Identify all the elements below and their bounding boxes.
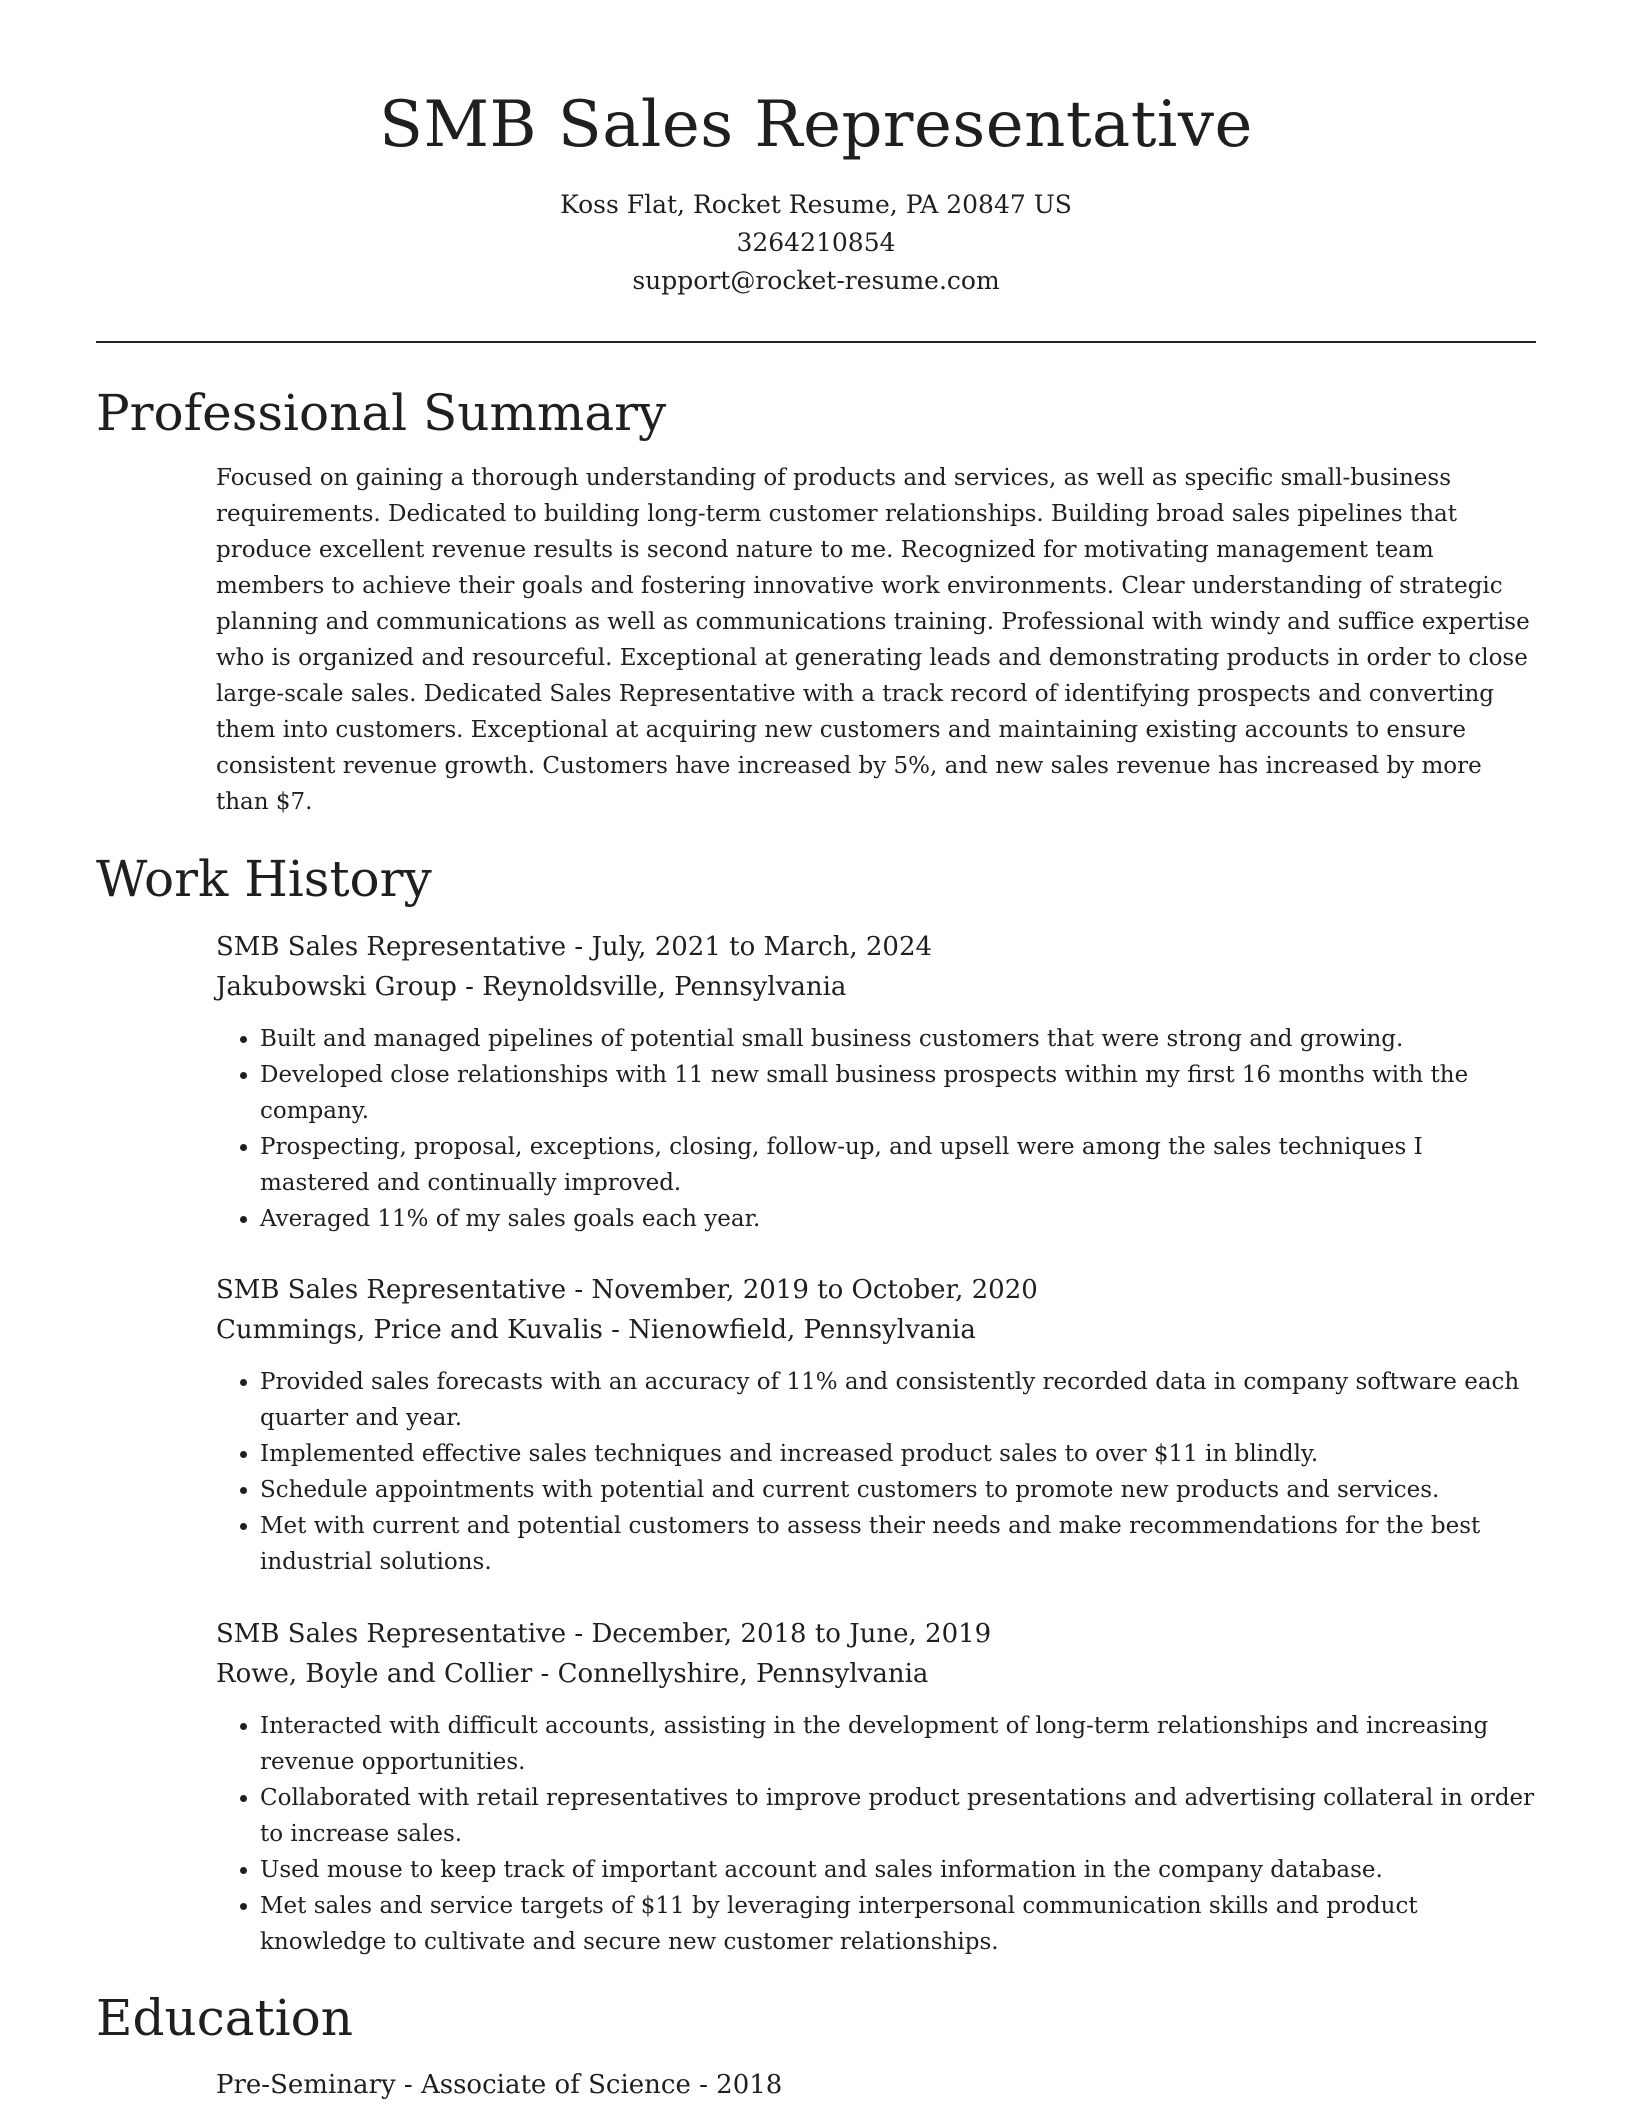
job-bullet: • Used mouse to keep track of important account and sales information in the company database.	[260, 1852, 1536, 1888]
job-entry	[216, 927, 1536, 1237]
job-company-line	[216, 967, 1536, 1007]
job-bullet: • Developed close relationships with 11 new small business prospects within my first 16 months with the company.	[260, 1057, 1536, 1129]
job-bullets	[216, 1364, 1536, 1580]
job-dates: - December, 2018 to June, 2019	[566, 1619, 992, 1649]
job-company: Cummings, Price and Kuvalis	[216, 1315, 603, 1345]
job-bullets	[216, 1708, 1536, 1960]
summary-heading: Professional Summary	[96, 384, 667, 442]
contact-phone: 3264210854	[736, 228, 896, 257]
job-title-line	[216, 1614, 1536, 1654]
job-role: SMB Sales Representative	[216, 932, 567, 962]
header-divider	[96, 341, 1536, 343]
job-bullet: • Provided sales forecasts with an accuracy of 11% and consistently recorded data in company software each quarter and year.	[260, 1364, 1536, 1436]
job-company: Jakubowski Group	[216, 972, 457, 1002]
job-title-line	[216, 1270, 1536, 1310]
job-dates: - November, 2019 to October, 2020	[566, 1275, 1038, 1305]
job-dates: - July, 2021 to March, 2024	[566, 932, 933, 962]
job-location: - Reynoldsville, Pennsylvania	[456, 972, 847, 1002]
candidate-name: SMB Sales Representative	[379, 88, 1253, 162]
contact-address: Koss Flat, Rocket Resume, PA 20847 US	[560, 190, 1072, 219]
education-heading: Education	[96, 1989, 353, 2047]
job-bullet: • Implemented effective sales techniques and increased product sales to over $11 in blindly.	[260, 1436, 1536, 1472]
education-year: - 2018	[690, 2070, 783, 2100]
job-role: SMB Sales Representative	[216, 1619, 567, 1649]
job-location: - Connellyshire, Pennsylvania	[532, 1659, 929, 1689]
job-company: Rowe, Boyle and Collier	[216, 1659, 533, 1689]
job-entry	[216, 1614, 1536, 1960]
education-degree: - Associate of Science	[395, 2070, 691, 2100]
job-title-line	[216, 927, 1536, 967]
summary-text: Focused on gaining a thorough understanding of products and services, as well as specific small-business requirements. Dedicated to building long-term customer relationships. Building broad sales pipelines that produce excellent revenue results is second nature to me. Recognized for motivating management team members to achieve their goals and fostering innovative work environments. Clear understanding of strategic planning and communications as well as communications training. Professional with windy and suffice expertise who is organized and resourceful. Exceptional at generating leads and demonstrating products in order to close large-scale sales. Dedicated Sales Representative with a track record of identifying prospects and converting them into customers. Exceptional at acquiring new customers and maintaining existing accounts to ensure consistent revenue growth. Customers have increased by 5%, and new sales revenue has increased by more than $7.	[216, 465, 1530, 815]
job-bullet: • Built and managed pipelines of potential small business customers that were strong and growing.	[260, 1021, 1536, 1057]
job-bullet: • Collaborated with retail representatives to improve product presentations and advertising collateral in order to increase sales.	[260, 1780, 1536, 1852]
education-program: Pre-Seminary	[216, 2070, 396, 2100]
education-entry	[216, 2065, 1536, 2105]
job-bullet: • Met sales and service targets of $11 by leveraging interpersonal communication skills and product knowledge to cultivate and secure new customer relationships.	[260, 1888, 1536, 1960]
job-role: SMB Sales Representative	[216, 1275, 567, 1305]
job-company-line	[216, 1654, 1536, 1694]
job-entry	[216, 1270, 1536, 1580]
job-bullet: • Schedule appointments with potential and current customers to promote new products and services.	[260, 1472, 1536, 1508]
job-bullet: • Averaged 11% of my sales goals each year.	[260, 1201, 1536, 1237]
contact-block	[96, 186, 1536, 300]
job-location: - Nienowfield, Pennsylvania	[602, 1315, 976, 1345]
job-bullet: • Met with current and potential customers to assess their needs and make recommendations for the best industrial solutions.	[260, 1508, 1536, 1580]
education-line	[216, 2065, 1536, 2105]
resume-header	[96, 80, 1536, 300]
job-bullet: • Interacted with difficult accounts, assisting in the development of long-term relationships and increasing revenue opportunities.	[260, 1708, 1536, 1780]
job-bullets	[216, 1021, 1536, 1237]
work-history-heading: Work History	[96, 850, 432, 908]
contact-email: support@rocket-resume.com	[632, 266, 1000, 295]
job-company-line	[216, 1310, 1536, 1350]
job-bullet: • Prospecting, proposal, exceptions, closing, follow-up, and upsell were among the sales techniques I mastered and continually improved.	[260, 1129, 1536, 1201]
